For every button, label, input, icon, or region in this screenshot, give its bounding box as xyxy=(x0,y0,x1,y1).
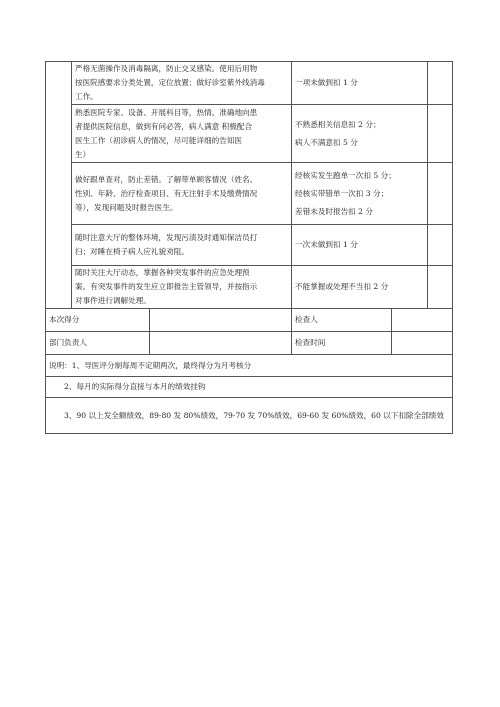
deduction-line: 病人不满意扣 5 分 xyxy=(295,137,358,147)
assessment-table xyxy=(45,61,453,434)
criteria-line: 按医院感要求分类处置，定位放置；做好诊室紫外线消毒 xyxy=(75,78,265,87)
score-cell xyxy=(428,105,453,163)
score-label: 本次得分 xyxy=(46,309,150,332)
criteria-cell xyxy=(72,225,292,266)
criteria-line: 严格无菌操作及消毒隔离，防止交叉感染。使用后用物 xyxy=(75,64,258,73)
note-1: 说明：1、导医评分制每周不定期两次，最终得分为月考核分 xyxy=(46,355,453,377)
criteria-line: 者提供医院信息，做到有问必答，病人满意 积极配合 xyxy=(75,121,253,131)
table-row xyxy=(46,266,453,309)
criteria-line: 医生工作（初诊病人的情况，尽可能详细的告知医 xyxy=(75,135,243,145)
deduction-line: 经核实发生跑单一次扣 5 分； xyxy=(295,170,396,180)
score-value-cell xyxy=(150,309,292,332)
checker-value-cell xyxy=(392,309,453,332)
deduction-cell xyxy=(292,62,428,105)
criteria-line: 随时关注大厅动态，掌握各种突发事件的应急处理预 xyxy=(75,268,250,277)
criteria-line: 做好跟单查对，防止差错。了解带单顾客情况（姓名、 xyxy=(75,174,258,184)
score-cell xyxy=(428,266,453,309)
dept-head-row xyxy=(46,332,453,355)
deduction-cell xyxy=(292,225,428,266)
criteria-line: 工作。 xyxy=(75,92,98,101)
deduction-line: 不能掌握或处理不当扣 2 分 xyxy=(295,282,389,291)
deduction-line: 不熟悉相关信息扣 2 分； xyxy=(295,119,381,129)
deduction-line: 差错未及时报告扣 2 分 xyxy=(295,206,374,216)
criteria-cell xyxy=(72,163,292,225)
criteria-line: 随时注意大厅的整体环境，发现污渍及时通知保洁员打 xyxy=(75,233,258,242)
note-3: 3、90 以上发全额绩效，89-80 发 80%绩效，79-70 发 70%绩效，69-60 发 60%绩效，60 以下扣除全部绩效 xyxy=(46,398,453,434)
deduction-cell xyxy=(292,266,428,309)
table-row xyxy=(46,105,453,163)
criteria-cell xyxy=(72,62,292,105)
note-row-3 xyxy=(46,398,453,434)
category-cell xyxy=(46,62,72,309)
note-row-1 xyxy=(46,355,453,377)
deduction-cell xyxy=(292,105,428,163)
note-row-2 xyxy=(46,377,453,398)
deduction-line: 经核实带错单一次扣 3 分； xyxy=(295,188,389,198)
criteria-cell xyxy=(72,105,292,163)
criteria-line: 扫；对睡在椅子病人应礼貌劝阻。 xyxy=(75,247,189,256)
dept-head-value-cell xyxy=(150,332,292,355)
criteria-line: 性别、年龄、治疗检查项目、有无注射手术及缴费情况 xyxy=(75,188,258,198)
note-2: 2、每月的实际得分直接与本月的绩效挂钩 xyxy=(46,377,453,398)
checker-label: 检查人 xyxy=(292,309,392,332)
criteria-line: 对事件进行调解处理。 xyxy=(75,296,151,305)
criteria-line: 熟悉医院专家、设备、开展科目等，热情、准确地向患 xyxy=(75,107,258,117)
deduction-cell xyxy=(292,163,428,225)
table-row xyxy=(46,62,453,105)
dept-head-label: 部门负责人 xyxy=(46,332,150,355)
deduction-line: 一项未做到扣 1 分 xyxy=(295,78,358,87)
score-row xyxy=(46,309,453,332)
table-row xyxy=(46,225,453,266)
score-cell xyxy=(428,163,453,225)
score-cell xyxy=(428,225,453,266)
score-cell xyxy=(428,62,453,105)
check-time-value-cell xyxy=(392,332,453,355)
criteria-cell xyxy=(72,266,292,309)
table-row xyxy=(46,163,453,225)
deduction-line: 一次未做到扣 1 分 xyxy=(295,240,358,249)
criteria-line: 等），发现问题及时报告医生。 xyxy=(75,202,178,212)
criteria-line: 案。有突发事件的发生应立即报告主管领导，并按指示 xyxy=(75,282,258,291)
criteria-line: 生） xyxy=(75,149,91,159)
check-time-label: 检查时间 xyxy=(292,332,392,355)
